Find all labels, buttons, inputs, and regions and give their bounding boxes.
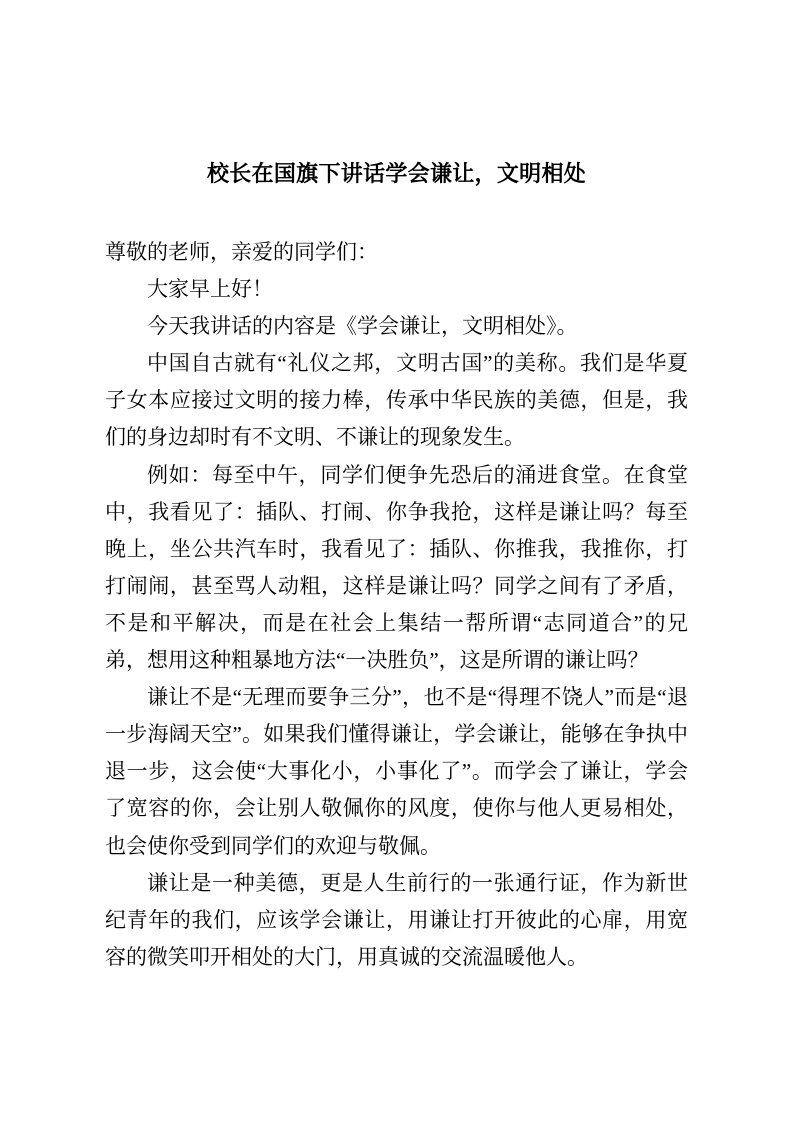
document-body (105, 234, 688, 976)
body-paragraph: 谦让是一种美德，更是人生前行的一张通行证，作为新世纪青年的我们，应该学会谦让，用谦让打开彼此的心扉，用宽容的微笑叩开相处的大门，用真诚的交流温暖他人。 (105, 870, 688, 969)
body-paragraph: 中国自古就有“礼仪之邦，文明古国”的美称。我们是华夏子女本应接过文明的接力棒，传承中华民族的美德，但是，我们的身边却时有不文明、不谦让的现象发生。 (105, 351, 688, 450)
body-paragraph: 大家早上好！ (147, 277, 273, 302)
body-paragraph: 今天我讲话的内容是《学会谦让，文明相处》。 (147, 314, 578, 339)
document-title: 校长在国旗下讲话学会谦让，文明相处 (206, 161, 587, 186)
salutation-line: 尊敬的老师，亲爱的同学们： (105, 240, 378, 264)
body-paragraph: 例如：每至中午，同学们便争先恐后的涌进食堂。在食堂中，我看见了：插队、打闹、你争我抢，这样是谦让吗？每至晚上，坐公共汽车时，我看见了：插队、你推我，我推你，打打闹闹，甚至骂人动粗，这样是谦让吗？同学之间有了矛盾，不是和平解决，而是在社会上集结一帮所谓“志同道合”的兄弟，想用这种粗暴地方法“一决胜负”，这是所谓的谦让吗？ (105, 462, 688, 673)
body-paragraph: 谦让不是“无理而要争三分”，也不是“得理不饶人”而是“退一步海阔天空”。如果我们懂得谦让，学会谦让，能够在争执中退一步，这会使“大事化小，小事化了”。而学会了谦让，学会了宽容的你，会让别人敬佩你的风度，使你与他人更易相处，也会使你受到同学们的欢迎与敬佩。 (105, 685, 688, 858)
